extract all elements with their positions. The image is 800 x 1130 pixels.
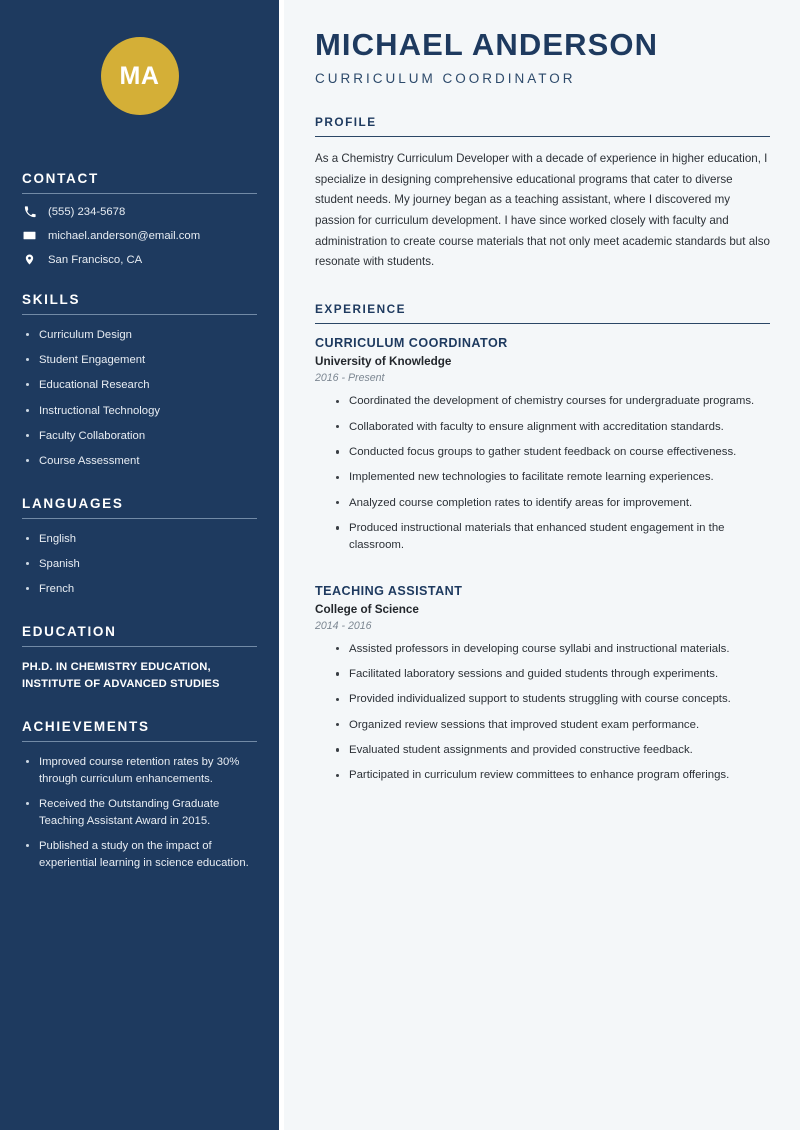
experience-dates: 2016 - Present (315, 372, 385, 385)
languages-divider (22, 518, 257, 519)
job-title-subtitle: CURRICULUM COORDINATOR (315, 70, 576, 86)
contact-row-email[interactable] (22, 229, 257, 242)
avatar-container (22, 0, 257, 123)
languages-list (22, 531, 257, 598)
education-divider (22, 646, 257, 647)
sidebar (0, 0, 279, 1130)
list-item: Assisted professors in developing course syllabi and instructional materials. (333, 641, 770, 658)
profile-heading: PROFILE (315, 114, 377, 129)
list-item: Conducted focus groups to gather student feedback on course effectiveness. (333, 444, 770, 461)
experience-company: College of Science (315, 602, 419, 616)
list-item: Published a study on the impact of experiential learning in science education. (22, 838, 257, 871)
experience-job-title: TEACHING ASSISTANT (315, 583, 463, 598)
list-item: Received the Outstanding Graduate Teaching Assistant Award in 2015. (22, 796, 257, 829)
sidebar-section-education (22, 624, 257, 693)
experience-heading: EXPERIENCE (315, 301, 407, 316)
experience-entry (315, 336, 770, 554)
list-item: French (22, 581, 257, 598)
experience-company: University of Knowledge (315, 355, 452, 369)
contact-phone-value: (555) 234-5678 (48, 206, 126, 218)
list-item: Analyzed course completion rates to identify areas for improvement. (333, 495, 770, 512)
main-section-experience (315, 302, 770, 785)
map-pin-icon (22, 253, 37, 266)
list-item: Educational Research (22, 377, 257, 394)
contact-email-value: michael.anderson@email.com (48, 229, 201, 242)
experience-job-title: CURRICULUM COORDINATOR (315, 336, 508, 351)
page-title: MICHAEL ANDERSON (315, 27, 659, 62)
profile-text: As a Chemistry Curriculum Developer with a decade of experience in higher education, I specialize in designing comprehensive educational programs that cater to diverse student needs. My journey began as a teaching assistant, where I discovered my passion for curriculum development. I have since worked closely with faculty and administration to create course materials that not only meet academic standards but also resonate with students. (315, 152, 770, 269)
list-item: Coordinated the development of chemistry courses for undergraduate programs. (333, 393, 770, 410)
list-item: Implemented new technologies to facilitate remote learning experiences. (333, 469, 770, 486)
contact-location-value: San Francisco, CA (48, 253, 143, 266)
sidebar-section-achievements (22, 719, 257, 871)
list-item: Student Engagement (22, 352, 257, 369)
list-item: Spanish (22, 556, 257, 573)
achievements-heading: ACHIEVEMENTS (22, 719, 150, 734)
achievements-list (22, 754, 257, 871)
experience-dates: 2014 - 2016 (315, 619, 372, 632)
education-entry: PH.D. IN CHEMISTRY EDUCATION, INSTITUTE OF ADVANCED STUDIES (22, 660, 220, 690)
experience-entry (315, 584, 770, 785)
profile-divider (315, 136, 770, 137)
experience-bullet-list (315, 393, 770, 554)
sidebar-section-skills (22, 292, 257, 470)
list-item: Organized review sessions that improved student exam performance. (333, 717, 770, 734)
list-item: Collaborated with faculty to ensure alignment with accreditation standards. (333, 419, 770, 436)
experience-divider (315, 323, 770, 324)
education-heading: EDUCATION (22, 623, 117, 639)
list-item: Curriculum Design (22, 327, 257, 344)
list-item: Instructional Technology (22, 403, 257, 420)
list-item: Participated in curriculum review committees to enhance program offerings. (333, 767, 770, 784)
contact-divider (22, 193, 257, 194)
contact-row-phone[interactable] (22, 206, 257, 218)
skills-divider (22, 314, 257, 315)
list-item: Faculty Collaboration (22, 428, 257, 445)
sidebar-section-languages (22, 496, 257, 598)
sidebar-section-contact (22, 171, 257, 266)
list-item: Facilitated laboratory sessions and guided students through experiments. (333, 666, 770, 683)
languages-heading: LANGUAGES (22, 495, 124, 511)
list-item: English (22, 531, 257, 548)
contact-row-location[interactable] (22, 253, 257, 266)
experience-bullet-list (315, 641, 770, 785)
list-item: Course Assessment (22, 453, 257, 470)
contact-heading: CONTACT (22, 171, 99, 186)
envelope-icon (22, 229, 37, 242)
achievements-divider (22, 741, 257, 742)
experience-spacer (315, 573, 770, 584)
list-item: Improved course retention rates by 30% through curriculum enhancements. (22, 754, 257, 787)
skills-list (22, 327, 257, 470)
list-item: Produced instructional materials that enhanced student engagement in the classroom. (333, 520, 770, 555)
list-item: Provided individualized support to students struggling with course concepts. (333, 691, 770, 708)
main-content (279, 0, 800, 1130)
main-section-profile (315, 115, 770, 273)
avatar: MA (101, 37, 179, 115)
phone-icon (22, 206, 37, 218)
skills-heading: SKILLS (22, 292, 81, 307)
list-item: Evaluated student assignments and provided constructive feedback. (333, 742, 770, 759)
